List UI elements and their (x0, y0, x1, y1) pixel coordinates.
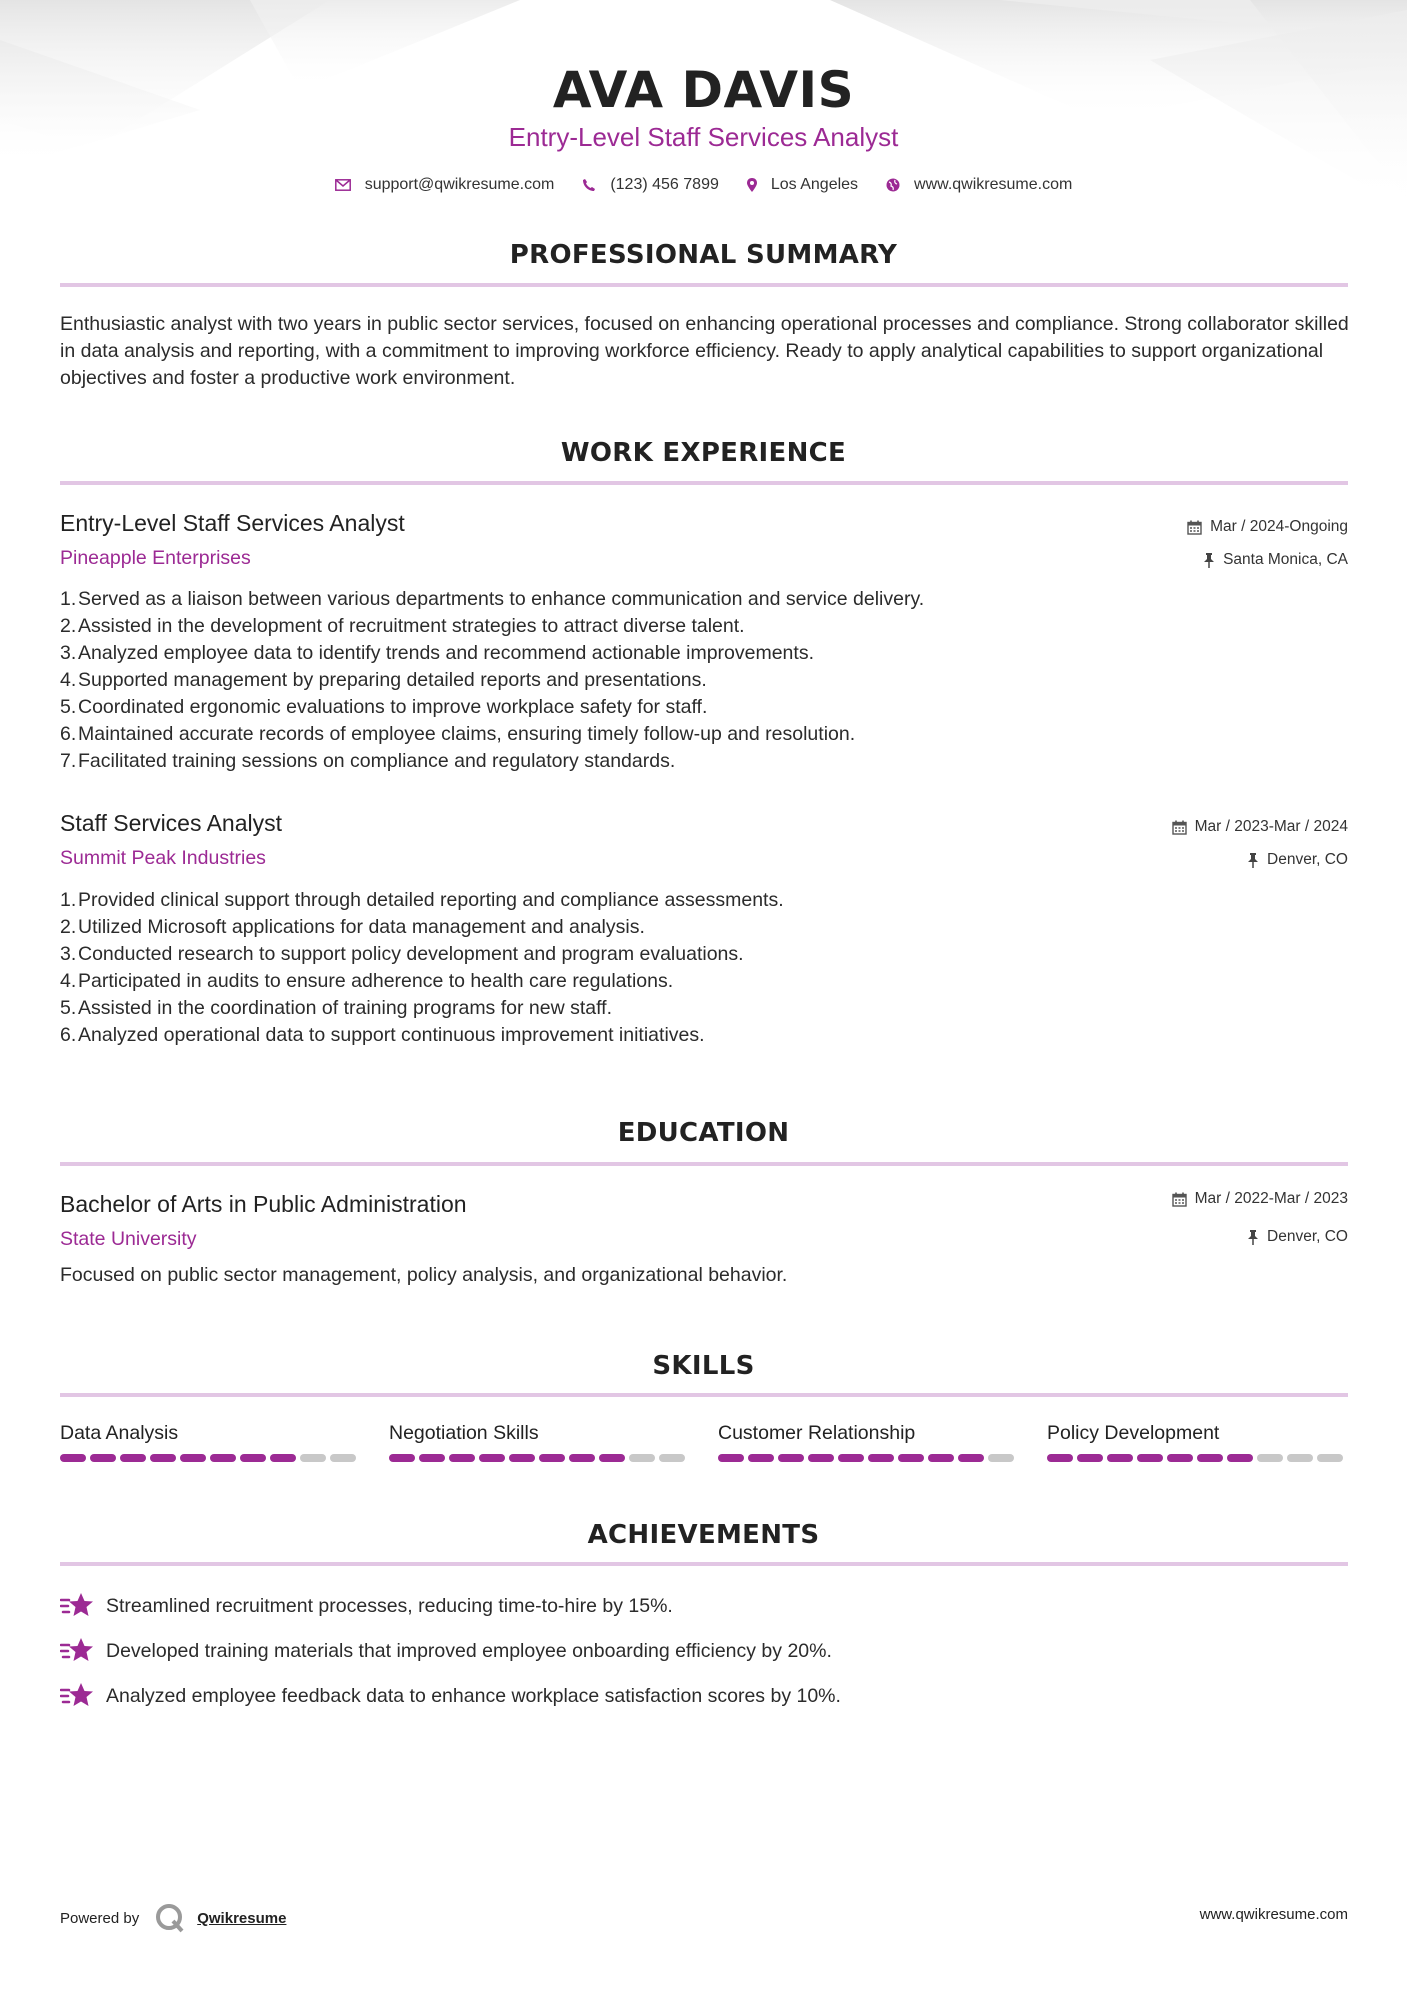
skill-level-bar (389, 1454, 689, 1462)
skills-heading: SKILLS (652, 1351, 755, 1381)
responsibility-text: Analyzed employee data to identify trends and recommend actionable improvements. (78, 642, 814, 664)
job-title: Entry-Level Staff Services Analyst (60, 510, 405, 536)
education-location-text: Denver, CO (1267, 1228, 1348, 1245)
job-dates-text: Mar / 2023-Mar / 2024 (1194, 818, 1348, 835)
contact-website-text: www.qwikresume.com (914, 176, 1073, 193)
skill-level-segment (808, 1454, 834, 1462)
achievement-item (60, 1636, 832, 1666)
qwikresume-logo-icon (155, 1903, 185, 1933)
shooting-star-icon (60, 1591, 94, 1621)
skill-level-segment (240, 1454, 266, 1462)
education-dates-text: Mar / 2022-Mar / 2023 (1194, 1190, 1348, 1207)
summary-heading: PROFESSIONAL SUMMARY (509, 240, 898, 270)
skill-label: Negotiation Skills (389, 1422, 539, 1444)
responsibility-item (60, 887, 1160, 914)
contact-email-text: support@qwikresume.com (364, 176, 555, 193)
footer-website[interactable]: www.qwikresume.com (1199, 1906, 1348, 1923)
contact-website[interactable] (886, 174, 1072, 196)
list-number: 2. (60, 916, 77, 938)
experience-divider (60, 481, 1348, 485)
job-responsibilities (60, 586, 1160, 775)
achievement-text: Streamlined recruitment processes, reducing time-to-hire by 15%. (106, 1594, 673, 1617)
skill-level-segment (1047, 1454, 1073, 1462)
powered-by-text: Powered by (60, 1909, 140, 1927)
summary-divider (60, 283, 1348, 287)
skill-level-segment (180, 1454, 206, 1462)
skill-level-segment (1167, 1454, 1193, 1462)
job-dates (1187, 516, 1348, 538)
job-responsibilities (60, 887, 1160, 1049)
contact-phone-text: (123) 456 7899 (610, 176, 719, 193)
list-number: 4. (60, 970, 77, 992)
skill-level-segment (270, 1454, 296, 1462)
contact-bar (0, 174, 1407, 196)
list-number: 2. (60, 615, 77, 637)
calendar-icon (1172, 820, 1187, 835)
list-number: 6. (60, 723, 77, 745)
skill-level-segment (150, 1454, 176, 1462)
contact-location-text: Los Angeles (770, 176, 859, 193)
skills-list (60, 1420, 1350, 1462)
contact-location (747, 174, 858, 196)
envelope-icon (335, 179, 351, 191)
skill-label: Policy Development (1047, 1422, 1220, 1444)
skill-level-segment (898, 1454, 924, 1462)
responsibility-text: Analyzed operational data to support continuous improvement initiatives. (78, 1024, 705, 1046)
skills-divider (60, 1393, 1348, 1397)
skill-level-segment (210, 1454, 236, 1462)
skill-level-segment (1137, 1454, 1163, 1462)
responsibility-text: Assisted in the development of recruitment strategies to attract diverse talent. (78, 615, 745, 637)
job-title: Staff Services Analyst (60, 810, 283, 836)
responsibility-item (60, 995, 1160, 1022)
phone-icon (582, 178, 596, 192)
skill-level-segment (599, 1454, 625, 1462)
education-degree: Bachelor of Arts in Public Administration (60, 1191, 467, 1217)
job-company: Pineapple Enterprises (60, 547, 251, 569)
skill-level-segment (569, 1454, 595, 1462)
pushpin-icon (1247, 853, 1259, 868)
list-number: 3. (60, 943, 77, 965)
job-company: Summit Peak Industries (60, 847, 266, 869)
education-school: State University (60, 1228, 197, 1250)
education-location (1247, 1226, 1348, 1248)
contact-email[interactable] (335, 174, 555, 196)
skill-item (389, 1420, 689, 1462)
responsibility-text: Coordinated ergonomic evaluations to improve workplace safety for staff. (78, 696, 708, 718)
education-divider (60, 1162, 1348, 1166)
skill-level-segment (300, 1454, 326, 1462)
shooting-star-icon (60, 1636, 94, 1666)
responsibility-item (60, 721, 1160, 748)
skill-level-segment (1287, 1454, 1313, 1462)
responsibility-text: Supported management by preparing detailed reports and presentations. (78, 669, 707, 691)
education-dates (1172, 1188, 1348, 1210)
education-description: Focused on public sector management, policy analysis, and organizational behavior. (60, 1264, 788, 1286)
job-location (1247, 849, 1348, 871)
responsibility-text: Maintained accurate records of employee claims, ensuring timely follow-up and resolution. (78, 723, 856, 745)
skill-level-segment (1197, 1454, 1223, 1462)
responsibility-text: Conducted research to support policy development and program evaluations. (78, 943, 744, 965)
responsibility-text: Provided clinical support through detailed reporting and compliance assessments. (78, 889, 784, 911)
skill-level-segment (1317, 1454, 1343, 1462)
skill-level-segment (1257, 1454, 1283, 1462)
globe-icon (886, 178, 900, 192)
job-dates (1172, 816, 1348, 838)
achievement-text: Analyzed employee feedback data to enhance workplace satisfaction scores by 10%. (106, 1684, 841, 1707)
skill-level-segment (419, 1454, 445, 1462)
skill-level-bar (60, 1454, 360, 1462)
skill-level-segment (1227, 1454, 1253, 1462)
responsibility-item (60, 613, 1160, 640)
achievements-divider (60, 1562, 1348, 1566)
responsibility-item (60, 941, 1160, 968)
skill-level-bar (1047, 1454, 1347, 1462)
skill-level-segment (868, 1454, 894, 1462)
skill-level-segment (988, 1454, 1014, 1462)
job-dates-text: Mar / 2024-Ongoing (1210, 518, 1348, 535)
skill-level-segment (90, 1454, 116, 1462)
list-number: 5. (60, 997, 77, 1019)
responsibility-text: Facilitated training sessions on compliance and regulatory standards. (78, 750, 676, 772)
skill-level-segment (1077, 1454, 1103, 1462)
job-location (1203, 549, 1348, 571)
candidate-role: Entry-Level Staff Services Analyst (508, 122, 899, 152)
calendar-icon (1172, 1192, 1187, 1207)
skill-level-segment (330, 1454, 356, 1462)
skill-level-segment (120, 1454, 146, 1462)
achievement-item (60, 1591, 673, 1621)
list-number: 4. (60, 669, 77, 691)
skill-label: Data Analysis (60, 1422, 179, 1444)
skill-level-segment (539, 1454, 565, 1462)
skill-level-segment (449, 1454, 475, 1462)
responsibility-item (60, 968, 1160, 995)
skill-level-segment (659, 1454, 685, 1462)
responsibility-item (60, 640, 1160, 667)
summary-text: Enthusiastic analyst with two years in public sector services, focused on enhancing operational processes and compliance. Strong collaborator skilled in data analysis and reporting, with a commitment to improving workforce efficiency. Ready to apply analytical capabilities to support organizational objectives and foster a productive work environment. (60, 313, 1349, 389)
achievement-item (60, 1681, 841, 1711)
skill-level-segment (1107, 1454, 1133, 1462)
job-location-text: Santa Monica, CA (1223, 551, 1348, 568)
pushpin-icon (1203, 553, 1215, 568)
experience-heading: WORK EXPERIENCE (560, 438, 847, 468)
skill-level-segment (60, 1454, 86, 1462)
footer-branding (60, 1903, 286, 1933)
map-pin-icon (747, 178, 757, 192)
qwikresume-link[interactable]: Qwikresume (197, 1909, 287, 1927)
skill-level-segment (778, 1454, 804, 1462)
list-number: 1. (60, 588, 77, 610)
achievements-heading: ACHIEVEMENTS (587, 1520, 820, 1550)
skill-level-segment (748, 1454, 774, 1462)
job-location-text: Denver, CO (1267, 851, 1348, 868)
education-heading: EDUCATION (617, 1118, 790, 1148)
achievement-text: Developed training materials that improved employee onboarding efficiency by 20%. (106, 1639, 832, 1662)
skill-level-segment (509, 1454, 535, 1462)
responsibility-item (60, 694, 1160, 721)
skill-level-segment (718, 1454, 744, 1462)
responsibility-text: Assisted in the coordination of training programs for new staff. (78, 997, 613, 1019)
responsibility-item (60, 586, 1160, 613)
responsibility-item (60, 914, 1160, 941)
contact-phone[interactable] (582, 174, 719, 196)
skill-label: Customer Relationship (718, 1422, 916, 1444)
calendar-icon (1187, 520, 1202, 535)
list-number: 7. (60, 750, 77, 772)
shooting-star-icon (60, 1681, 94, 1711)
skill-level-segment (958, 1454, 984, 1462)
candidate-name: AVA DAVIS (552, 61, 855, 119)
responsibility-item (60, 748, 1160, 775)
list-number: 5. (60, 696, 77, 718)
responsibility-item (60, 1022, 1160, 1049)
responsibility-text: Served as a liaison between various departments to enhance communication and service delivery. (78, 588, 925, 610)
skill-item (1047, 1420, 1347, 1462)
list-number: 1. (60, 889, 77, 911)
responsibility-text: Utilized Microsoft applications for data management and analysis. (78, 916, 645, 938)
skill-item (718, 1420, 1018, 1462)
skill-item (60, 1420, 360, 1462)
pushpin-icon (1247, 1230, 1259, 1245)
skill-level-segment (629, 1454, 655, 1462)
responsibility-item (60, 667, 1160, 694)
skill-level-segment (928, 1454, 954, 1462)
responsibility-text: Participated in audits to ensure adherence to health care regulations. (78, 970, 674, 992)
skill-level-segment (479, 1454, 505, 1462)
list-number: 3. (60, 642, 77, 664)
list-number: 6. (60, 1024, 77, 1046)
skill-level-bar (718, 1454, 1018, 1462)
skill-level-segment (838, 1454, 864, 1462)
skill-level-segment (389, 1454, 415, 1462)
